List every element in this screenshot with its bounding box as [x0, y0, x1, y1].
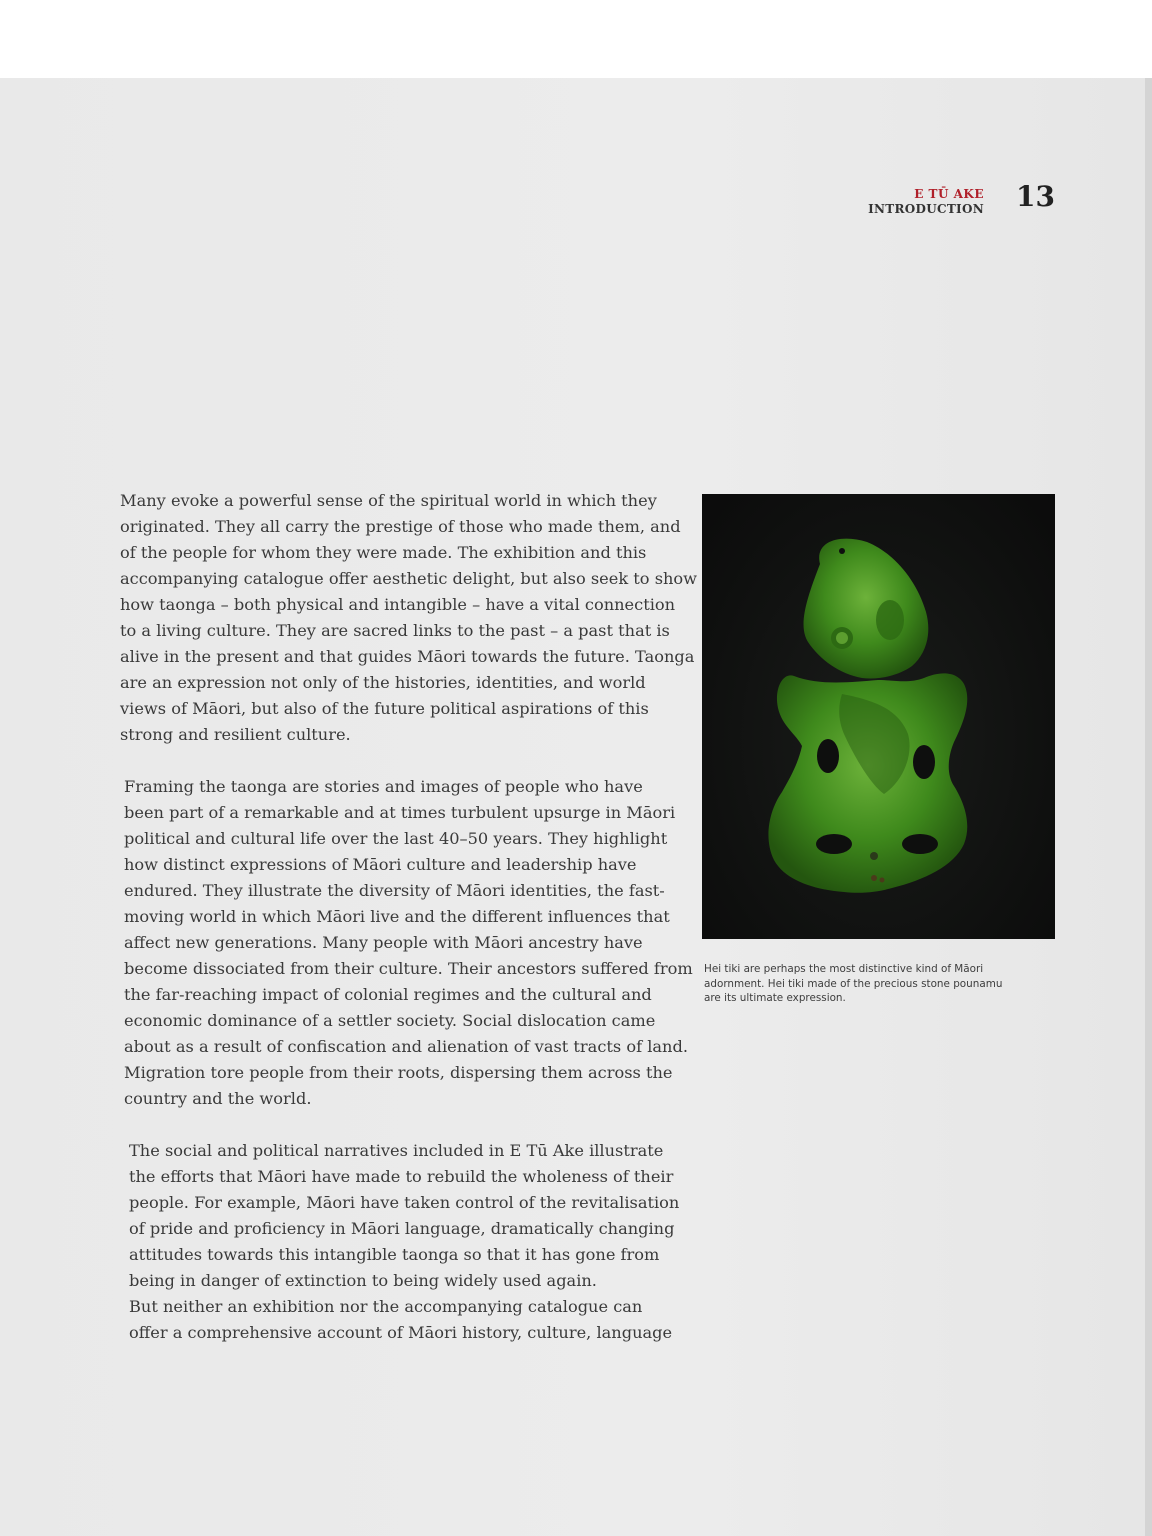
text-line: offer a comprehensive account of Māori history, culture, language: [129, 1323, 673, 1342]
text-line: country and the world.: [124, 1089, 312, 1108]
paragraph-1: [120, 488, 698, 748]
figure-caption: [704, 962, 1044, 1006]
paragraph-2: [120, 774, 693, 1112]
body-text: [120, 488, 698, 1372]
caption-line: are its ultimate expression.: [704, 992, 846, 1004]
caption-line: Hei tiki are perhaps the most distinctive kind of Māori: [704, 963, 984, 975]
running-head: [868, 187, 984, 217]
text-line: Many evoke a powerful sense of the spiritual world in which they: [120, 491, 657, 510]
text-line: Framing the taonga are stories and images of people who have: [124, 777, 643, 796]
page-number: 13: [1016, 180, 1055, 213]
text-line: of the people for whom they were made. The exhibition and this: [120, 543, 647, 562]
text-line: views of Māori, but also of the future political aspirations of this: [120, 699, 649, 718]
text-line: the far-reaching impact of colonial regimes and the cultural and: [124, 985, 652, 1004]
text-line: are an expression not only of the histories, identities, and world: [120, 673, 646, 692]
text-line: been part of a remarkable and at times turbulent upsurge in Māori: [124, 803, 676, 822]
text-line: Migration tore people from their roots, dispersing them across the: [124, 1063, 673, 1082]
text-line: But neither an exhibition nor the accompanying catalogue can: [129, 1297, 643, 1316]
text-line: political and cultural life over the last 40–50 years. They highlight: [124, 829, 668, 848]
text-line: being in danger of extinction to being widely used again.: [129, 1271, 597, 1290]
text-line: attitudes towards this intangible taonga so that it has gone from: [129, 1245, 660, 1264]
running-head-section: INTRODUCTION: [868, 202, 984, 216]
paragraph-3: [120, 1138, 680, 1346]
text-line: affect new generations. Many people with Māori ancestry have: [124, 933, 643, 952]
text-line: The social and political narratives included in E Tū Ake illustrate: [129, 1141, 664, 1160]
text-line: economic dominance of a settler society. Social dislocation came: [124, 1011, 656, 1030]
text-line: strong and resilient culture.: [120, 725, 351, 744]
text-line: become dissociated from their culture. Their ancestors suffered from: [124, 959, 693, 978]
page-edge: [1145, 78, 1152, 1536]
background-top: [0, 0, 1152, 78]
text-line: alive in the present and that guides Māori towards the future. Taonga: [120, 647, 695, 666]
text-line: endured. They illustrate the diversity of Māori identities, the fast-: [124, 881, 665, 900]
text-line: accompanying catalogue offer aesthetic delight, but also seek to show: [120, 569, 698, 588]
running-head-title: E TŪ AKE: [914, 187, 984, 201]
text-line: originated. They all carry the prestige of those who made them, and: [120, 517, 681, 536]
text-line: of pride and proficiency in Māori language, dramatically changing: [129, 1219, 675, 1238]
text-line: to a living culture. They are sacred links to the past – a past that is: [120, 621, 670, 640]
text-line: about as a result of confiscation and alienation of vast tracts of land.: [124, 1037, 688, 1056]
text-line: how taonga – both physical and intangible – have a vital connection: [120, 595, 676, 614]
text-line: people. For example, Māori have taken control of the revitalisation: [129, 1193, 680, 1212]
text-line: moving world in which Māori live and the different influences that: [124, 907, 670, 926]
hei-tiki-icon: [702, 494, 1055, 939]
text-line: how distinct expressions of Māori culture and leadership have: [124, 855, 637, 874]
caption-line: adornment. Hei tiki made of the precious stone pounamu: [704, 977, 1003, 990]
text-line: the efforts that Māori have made to rebuild the wholeness of their: [129, 1167, 674, 1186]
hei-tiki-photo: [702, 494, 1055, 939]
